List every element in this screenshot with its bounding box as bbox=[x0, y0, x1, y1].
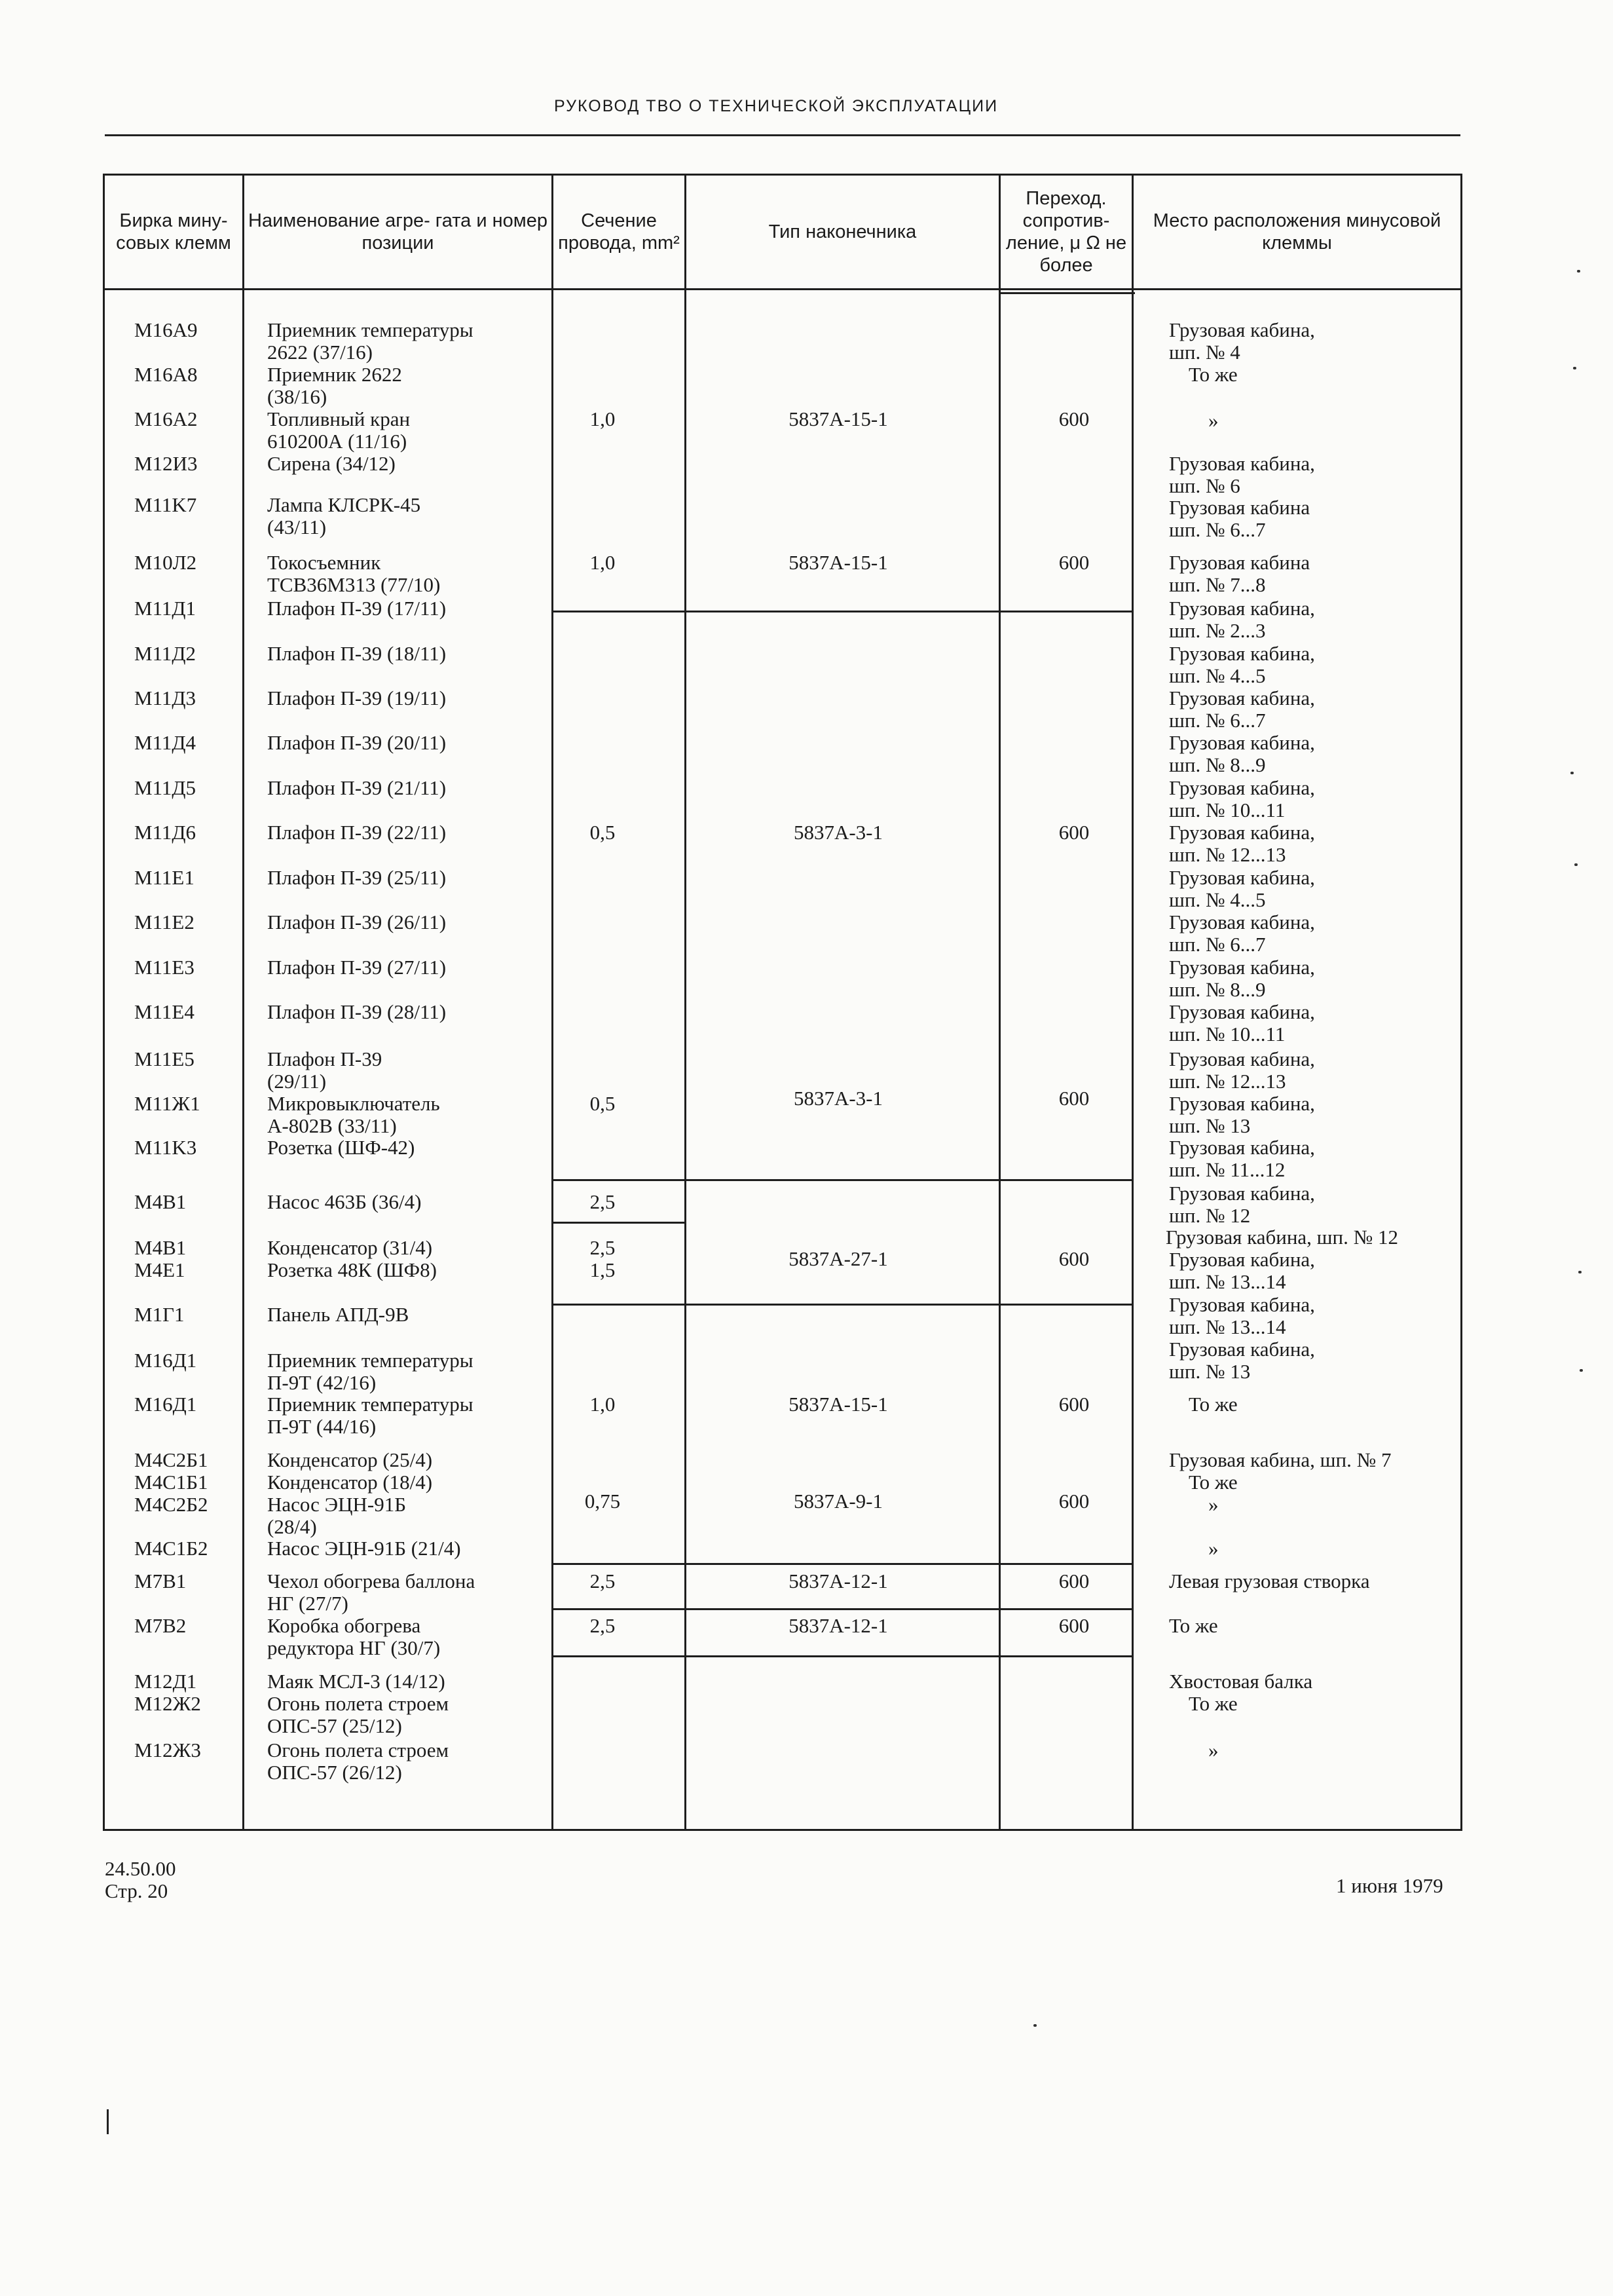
table-cell-tag: M12Ж3 bbox=[134, 1739, 201, 1761]
table-cell-tip: 5837А-12-1 bbox=[788, 1570, 888, 1592]
table-cell-name: Сирена (34/12) bbox=[267, 452, 396, 475]
table-cell-section: 2,5 bbox=[589, 1236, 616, 1259]
table-cell-tag: M4C1Б2 bbox=[134, 1537, 208, 1560]
table-cell-name: Приемник температуры П-9Т (42/16) bbox=[267, 1349, 473, 1394]
table-cell-tag: M11Д4 bbox=[134, 731, 196, 754]
table-cell-section: 2,5 bbox=[589, 1190, 616, 1213]
table-cell-name: Токосъемник ТСВ36М313 (77/10) bbox=[267, 551, 441, 596]
column-header-name: Наименование агре- гата и номер позиции bbox=[248, 210, 547, 254]
table-cell-section: 1,5 bbox=[589, 1258, 616, 1281]
scan-speck bbox=[1580, 1369, 1583, 1372]
column-header-tag: Бирка мину- совых клемм bbox=[116, 210, 231, 254]
header-double-rule bbox=[999, 292, 1135, 294]
scan-speck bbox=[1578, 1271, 1582, 1273]
table-cell-name: Микровыключатель А-802В (33/11) bbox=[267, 1092, 440, 1137]
table-cell-location: Грузовая кабина, шп. № 12...13 bbox=[1169, 821, 1315, 866]
table-cell-tag: M1Г1 bbox=[134, 1303, 185, 1326]
table-cell-tag: M4C2Б1 bbox=[134, 1448, 208, 1471]
table-cell-tag: M11E3 bbox=[134, 956, 195, 979]
table-cell-tag: M11E1 bbox=[134, 866, 195, 889]
table-cell-location: Левая грузовая створка bbox=[1169, 1570, 1370, 1592]
scan-mark bbox=[107, 2109, 109, 2134]
row-group-divider bbox=[551, 611, 1132, 612]
table-cell-tag: M4B1 bbox=[134, 1190, 187, 1213]
table-cell-location: » bbox=[1208, 1537, 1219, 1560]
table-cell-location: Грузовая кабина, шп. № 6 bbox=[1169, 452, 1315, 497]
column-divider bbox=[242, 174, 244, 1831]
column-header-location: Место расположения минусовой клеммы bbox=[1153, 210, 1441, 254]
table-cell-resistance: 600 bbox=[1058, 1393, 1090, 1416]
table-cell-section: 1,0 bbox=[589, 551, 616, 574]
table-cell-resistance: 600 bbox=[1058, 1247, 1090, 1270]
table-cell-location: Грузовая кабина шп. № 6...7 bbox=[1169, 496, 1310, 541]
doc-code: 24.50.00 bbox=[105, 1857, 176, 1880]
scan-speck bbox=[1573, 367, 1576, 369]
scan-speck bbox=[1574, 863, 1578, 866]
table-cell-tip: 5837А-15-1 bbox=[788, 407, 888, 430]
table-cell-section: 1,0 bbox=[589, 1393, 616, 1416]
table-cell-location: Грузовая кабина, шп. № 10...11 bbox=[1169, 1000, 1315, 1045]
table-cell-resistance: 600 bbox=[1058, 407, 1090, 430]
table-cell-location: Грузовая кабина, шп. № 6...7 bbox=[1169, 687, 1315, 732]
table-cell-tag: M4E1 bbox=[134, 1258, 185, 1281]
table-cell-tag: M12И3 bbox=[134, 452, 198, 475]
table-cell-resistance: 600 bbox=[1058, 1570, 1090, 1592]
table-cell-location: То же bbox=[1189, 1471, 1238, 1494]
table-cell-location: Грузовая кабина, шп. № 10...11 bbox=[1169, 776, 1315, 821]
table-cell-location: » bbox=[1208, 1739, 1219, 1761]
table-cell-section: 0,75 bbox=[584, 1490, 621, 1513]
column-header-section: Сечение провода, mm² bbox=[558, 210, 680, 254]
row-group-divider bbox=[551, 1179, 1132, 1181]
table-cell-name: Насос 463Б (36/4) bbox=[267, 1190, 422, 1213]
table-cell-section: 2,5 bbox=[589, 1570, 616, 1592]
table-cell-name: Маяк МСЛ-3 (14/12) bbox=[267, 1670, 445, 1693]
table-cell-resistance: 600 bbox=[1058, 1490, 1090, 1513]
table-cell-name: Чехол обогрева баллона НГ (27/7) bbox=[267, 1570, 475, 1615]
table-cell-tag: M4C1Б1 bbox=[134, 1471, 208, 1494]
table-cell-name: Коробка обогрева редуктора НГ (30/7) bbox=[267, 1614, 441, 1659]
table-cell-tip: 5837А-27-1 bbox=[788, 1247, 888, 1270]
table-cell-location: Грузовая кабина, шп. № 4...5 bbox=[1169, 866, 1315, 911]
table-cell-name: Плафон П-39 (29/11) bbox=[267, 1047, 382, 1093]
table-cell-location: Грузовая кабина, шп. № 11...12 bbox=[1169, 1136, 1315, 1181]
row-group-divider bbox=[551, 1655, 1132, 1657]
table-cell-name: Конденсатор (18/4) bbox=[267, 1471, 433, 1494]
table-cell-tip: 5837А-12-1 bbox=[788, 1614, 888, 1637]
table-cell-location: » bbox=[1208, 409, 1219, 432]
table-cell-tip: 5837А-15-1 bbox=[788, 551, 888, 574]
table-cell-tag: M11K7 bbox=[134, 493, 197, 516]
table-cell-location: То же bbox=[1169, 1614, 1218, 1637]
table-cell-resistance: 600 bbox=[1058, 821, 1090, 844]
table-cell-tag: M11Ж1 bbox=[134, 1092, 200, 1115]
table-cell-name: Плафон П-39 (19/11) bbox=[267, 687, 447, 709]
table-cell-resistance: 600 bbox=[1058, 1087, 1090, 1110]
issue-date: 1 июня 1979 bbox=[1336, 1874, 1443, 1897]
table-cell-tag: M11E4 bbox=[134, 1000, 195, 1023]
table-cell-tag: M11E5 bbox=[134, 1047, 195, 1070]
table-cell-tag: M16A2 bbox=[134, 407, 198, 430]
table-cell-name: Плафон П-39 (17/11) bbox=[267, 597, 447, 620]
table-cell-name: Насос ЭЦН-91Б (21/4) bbox=[267, 1537, 461, 1560]
table-cell-tag: M11K3 bbox=[134, 1136, 197, 1159]
table-cell-name: Плафон П-39 (25/11) bbox=[267, 866, 447, 889]
table-cell-tag: M16Д1 bbox=[134, 1349, 197, 1372]
table-cell-name: Плафон П-39 (21/11) bbox=[267, 776, 447, 799]
table-cell-name: Плафон П-39 (18/11) bbox=[267, 642, 447, 665]
table-cell-section: 0,5 bbox=[589, 821, 616, 844]
table-cell-tag: M11Д3 bbox=[134, 687, 196, 709]
page-number: Стр. 20 bbox=[105, 1879, 168, 1902]
table-cell-name: Розетка 48К (ШФ8) bbox=[267, 1258, 437, 1281]
table-cell-resistance: 600 bbox=[1058, 551, 1090, 574]
table-cell-location: Грузовая кабина, шп. № 13 bbox=[1169, 1092, 1315, 1137]
table-cell-location: Грузовая кабина шп. № 7...8 bbox=[1169, 551, 1310, 596]
column-divider bbox=[999, 174, 1001, 1831]
table-cell-name: Плафон П-39 (27/11) bbox=[267, 956, 447, 979]
table-cell-tag: M12Д1 bbox=[134, 1670, 197, 1693]
table-cell-location: Грузовая кабина, шп. № 13 bbox=[1169, 1338, 1315, 1383]
table-cell-tag: M11Д6 bbox=[134, 821, 196, 844]
table-cell-name: Приемник температуры П-9Т (44/16) bbox=[267, 1393, 473, 1438]
table-cell-name: Плафон П-39 (28/11) bbox=[267, 1000, 447, 1023]
header-rule bbox=[105, 134, 1460, 136]
table-cell-location: То же bbox=[1189, 363, 1238, 386]
table-cell-name: Конденсатор (31/4) bbox=[267, 1236, 433, 1259]
table-cell-name: Огонь полета строем ОПС-57 (26/12) bbox=[267, 1739, 449, 1784]
table-cell-location: Грузовая кабина, шп. № 12 bbox=[1166, 1226, 1398, 1249]
table-cell-tag: M10Л2 bbox=[134, 551, 197, 574]
table-cell-name: Розетка (ШФ-42) bbox=[267, 1136, 415, 1159]
table-cell-tip: 5837А-3-1 bbox=[793, 821, 883, 844]
table-cell-name: Плафон П-39 (20/11) bbox=[267, 731, 447, 754]
row-group-divider bbox=[684, 1304, 1132, 1306]
table-cell-location: Грузовая кабина, шп. № 4...5 bbox=[1169, 642, 1315, 687]
table-cell-name: Плафон П-39 (22/11) bbox=[267, 821, 447, 844]
table-cell-name: Огонь полета строем ОПС-57 (25/12) bbox=[267, 1692, 449, 1737]
table-cell-tip: 5837А-15-1 bbox=[788, 1393, 888, 1416]
table-cell-location: Грузовая кабина, шп. № 4 bbox=[1169, 318, 1315, 364]
column-header-resistance: Переход. сопротив- ление, μ Ω не более bbox=[1005, 188, 1127, 276]
table-cell-name: Лампа КЛСРК-45 (43/11) bbox=[267, 493, 421, 538]
header-row-divider bbox=[103, 288, 1462, 290]
table-cell-name: Конденсатор (25/4) bbox=[267, 1448, 433, 1471]
table-cell-tag: M7B1 bbox=[134, 1570, 187, 1592]
table-cell-location: Грузовая кабина, шп. № 7 bbox=[1169, 1448, 1392, 1471]
table-cell-tag: M16A8 bbox=[134, 363, 198, 386]
table-cell-location: Грузовая кабина, шп. № 8...9 bbox=[1169, 731, 1315, 776]
table-cell-name: Приемник температуры 2622 (37/16) bbox=[267, 318, 473, 364]
table-cell-tag: M7B2 bbox=[134, 1614, 187, 1637]
table-cell-name: Приемник 2622 (38/16) bbox=[267, 363, 402, 408]
table-cell-location: То же bbox=[1189, 1393, 1238, 1416]
table-cell-tag: M11E2 bbox=[134, 911, 195, 933]
table-cell-section: 1,0 bbox=[589, 407, 616, 430]
table-cell-resistance: 600 bbox=[1058, 1614, 1090, 1637]
table-cell-tip: 5837А-3-1 bbox=[793, 1087, 883, 1110]
row-group-divider bbox=[551, 1563, 1132, 1565]
column-divider bbox=[684, 290, 686, 1831]
table-cell-tag: M16A9 bbox=[134, 318, 198, 341]
table-cell-name: Топливный кран 610200А (11/16) bbox=[267, 407, 411, 453]
table-cell-section: 2,5 bbox=[589, 1614, 616, 1637]
table-cell-tag: M11Д1 bbox=[134, 597, 196, 620]
scan-speck bbox=[1577, 270, 1580, 273]
table-cell-location: Грузовая кабина, шп. № 2...3 bbox=[1169, 597, 1315, 642]
table-cell-tag: M12Ж2 bbox=[134, 1692, 201, 1715]
table-cell-location: Грузовая кабина, шп. № 13...14 bbox=[1169, 1293, 1315, 1338]
table-cell-location: Грузовая кабина, шп. № 13...14 bbox=[1169, 1248, 1315, 1293]
table-cell-tag: M16Д1 bbox=[134, 1393, 197, 1416]
table-cell-tag: M4C2Б2 bbox=[134, 1493, 208, 1516]
table-cell-tag: M4B1 bbox=[134, 1236, 187, 1259]
row-group-divider bbox=[551, 1304, 684, 1306]
table-cell-location: То же bbox=[1189, 1692, 1238, 1715]
scan-speck bbox=[1570, 772, 1574, 774]
table-cell-tag: M11Д5 bbox=[134, 776, 196, 799]
table-cell-tag: M11Д2 bbox=[134, 642, 196, 665]
row-group-divider bbox=[551, 1608, 1132, 1610]
table-cell-location: Грузовая кабина, шп. № 8...9 bbox=[1169, 956, 1315, 1001]
table-cell-location: » bbox=[1208, 1493, 1219, 1516]
table-cell-location: Грузовая кабина, шп. № 6...7 bbox=[1169, 911, 1315, 956]
scan-speck bbox=[1033, 2024, 1037, 2027]
table-cell-name: Насос ЭЦН-91Б (28/4) bbox=[267, 1493, 407, 1538]
table-cell-name: Панель АПД-9В bbox=[267, 1303, 409, 1326]
table-cell-section: 0,5 bbox=[589, 1092, 616, 1115]
table-cell-location: Грузовая кабина, шп. № 12...13 bbox=[1169, 1047, 1315, 1093]
table-cell-location: Хвостовая балка bbox=[1169, 1670, 1313, 1693]
table-cell-name: Плафон П-39 (26/11) bbox=[267, 911, 447, 933]
table-cell-tip: 5837А-9-1 bbox=[793, 1490, 883, 1513]
page-header: РУКОВОД ТВО О ТЕХНИЧЕСКОЙ ЭКСПЛУАТАЦИИ bbox=[553, 97, 999, 115]
column-header-tip: Тип наконечника bbox=[768, 221, 917, 242]
row-group-divider bbox=[551, 1222, 684, 1224]
table-cell-location: Грузовая кабина, шп. № 12 bbox=[1169, 1182, 1315, 1227]
